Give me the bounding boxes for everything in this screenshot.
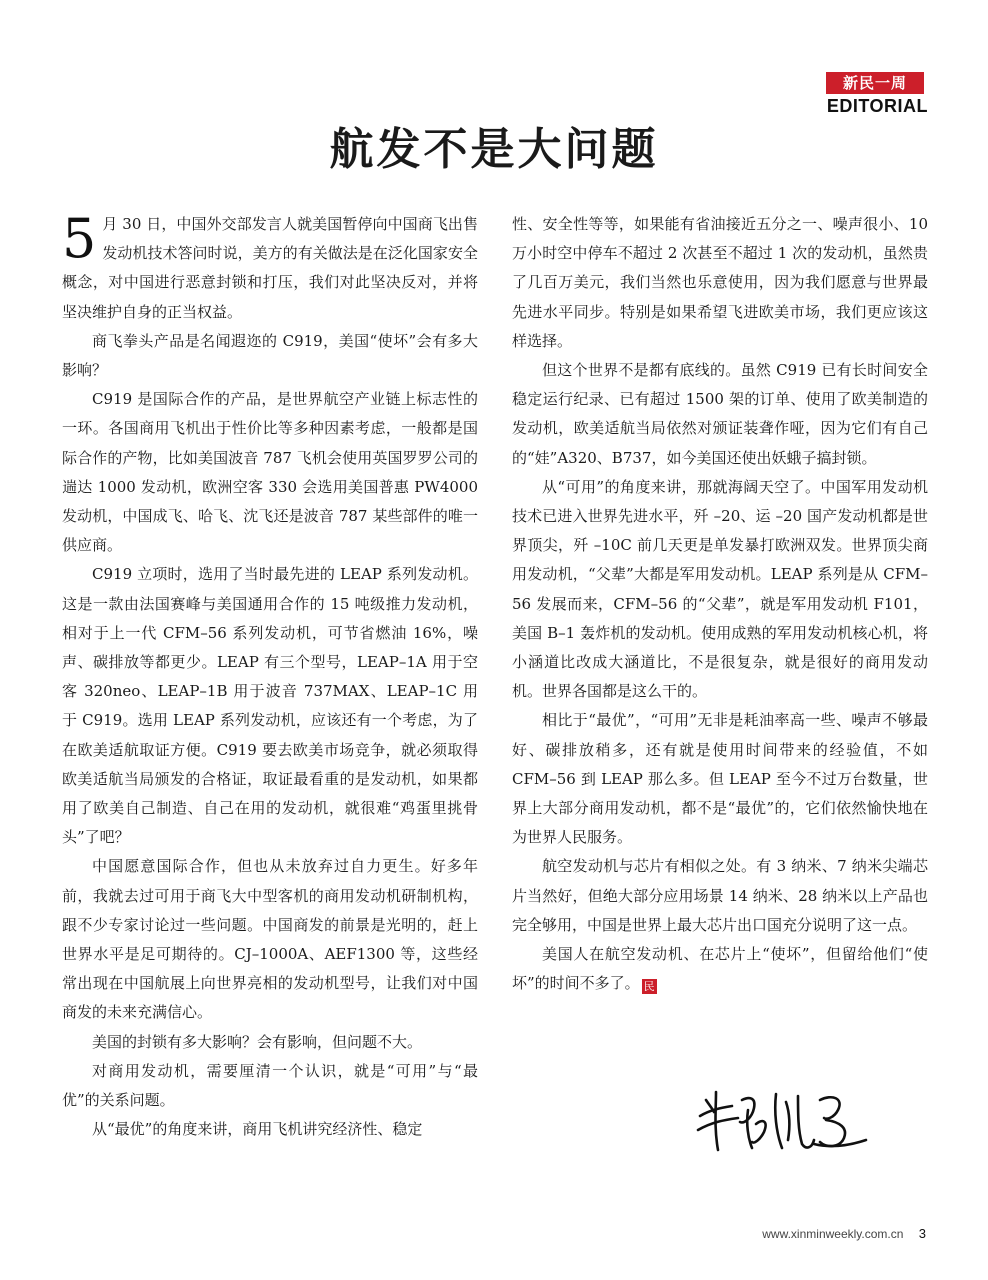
page-footer — [762, 1226, 926, 1241]
article-paragraph: 性、安全性等等，如果能有省油接近五分之一、噪声很小、10 万小时空中停车不超过 2 次甚至不超过 1 次的发动机，虽然贵了几百万美元，我们当然也乐意使用，因为我们愿意与世界最先进水平同步。特别是如果希望飞进欧美市场，我们更应该这样选择。 — [512, 215, 928, 350]
website-url: www.xinminweekly.com.cn — [762, 1227, 904, 1241]
masthead-brand: 新民一周 — [826, 72, 924, 94]
left-column — [62, 207, 478, 1145]
article-paragraph: 但这个世界不是都有底线的。虽然 C919 已有长时间安全稳定运行纪录、已有超过 1500 架的订单、使用了欧美制造的发动机，欧美适航当局依然对颁证装聋作哑，因为它们有自己的“娃”A320、B737，如今美国还使出妖蛾子搞封锁。 — [512, 361, 928, 467]
article-paragraph: 从“可用”的角度来讲，那就海阔天空了。中国军用发动机技术已进入世界先进水平，歼 –20、运 –20 国产发动机都是世界顶尖，歼 –10C 前几天更是单发暴打欧洲双发。世界顶尖商用发动机，“父辈”大都是军用发动机。LEAP 系列是从 CFM–56 发展而来，CFM–56 的“父辈”，就是军用发动机 F101，美国 B–1 轰炸机的发动机。使用成熟的军用发动机核心机，将小涵道比改成大涵道比，不是很复杂，就是很好的商用发动机。世界各国都是这么干的。 — [512, 477, 928, 701]
drop-cap: 5 — [62, 207, 97, 270]
masthead-section-label: EDITORIAL — [826, 96, 928, 116]
article-paragraph — [512, 940, 928, 998]
end-mark-icon: 民 — [643, 980, 655, 994]
article-paragraph: C919 是国际合作的产品，是世界航空产业链上标志性的一环。各国商用飞机出于性价比等多种因素考虑，一般都是国际合作的产物，比如美国波音 787 飞机会使用英国罗罗公司的遄达 1000 发动机，欧洲空客 330 会选用美国普惠 PW4000 发动机，中国成飞、哈飞、沈飞还是波音 787 某些部件的唯一供应商。 — [62, 390, 478, 555]
paragraph-text: 月 30 日，中国外交部发言人就美国暂停向中国商飞出售发动机技术答问时说，美方的有关做法是在泛化国家安全概念，对中国进行恶意封锁和打压，我们对此坚决反对，并将坚决维护自身的正当权益。 — [62, 215, 478, 321]
article-paragraph: 航空发动机与芯片有相似之处。有 3 纳米、7 纳米尖端芯片当然好，但绝大部分应用场景 14 纳米、28 纳米以上产品也完全够用，中国是世界上最大芯片出口国充分说明了这一点。 — [512, 857, 928, 934]
right-column — [512, 210, 928, 998]
article-paragraph: 从“最优”的角度来讲，商用飞机讲究经济性、稳定 — [92, 1120, 423, 1139]
article-title: 航发不是大问题 — [329, 124, 659, 175]
masthead — [818, 72, 928, 117]
article-paragraph: 商飞拳头产品是名闻遐迩的 C919，美国“使坏”会有多大影响？ — [62, 331, 478, 380]
page-number: 3 — [918, 1226, 926, 1241]
article-paragraph — [62, 207, 478, 327]
article-paragraph: 中国愿意国际合作，但也从未放弃过自力更生。好多年前，我就去过可用于商飞大中型客机的商用发动机研制机构，跟不少专家讨论过一些问题。中国商发的前景是光明的，赶上世界水平是足可期待的。CJ–1000A、AEF1300 等，这些经常出现在中国航展上向世界亮相的发动机型号，让我们对中国商发的未来充满信心。 — [62, 857, 478, 1022]
article-paragraph: 对商用发动机，需要厘清一个认识，就是“可用”与“最优”的关系问题。 — [62, 1061, 478, 1110]
article-paragraph: 美国的封锁有多大影响？会有影响，但问题不大。 — [92, 1032, 423, 1051]
paragraph-text: 美国人在航空发动机、在芯片上“使坏”，但留给他们“使坏”的时间不多了。 — [512, 945, 928, 993]
article-paragraph: 相比于“最优”，“可用”无非是耗油率高一些、噪声不够最好、碳排放稍多，还有就是使用时间带来的经验值，不如 CFM–56 到 LEAP 那么多。但 LEAP 至今不过万台数量，世界上大部分商用发动机，都不是“最优”的，它们依然愉快地在为世界人民服务。 — [512, 711, 928, 847]
article-paragraph: C919 立项时，选用了当时最先进的 LEAP 系列发动机。这是一款由法国赛峰与美国通用合作的 15 吨级推力发动机，相对于上一代 CFM–56 系列发动机，可节省燃油 16%，噪声、碳排放等都更少。LEAP 有三个型号，LEAP–1A 用于空客 320neo、LEAP–1B 用于波音 737MAX、LEAP–1C 用于 C919。选用 LEAP 系列发动机，应该还有一个考虑，为了在欧美适航取证方便。C919 要去欧美市场竞争，就必须取得欧美适航当局颁发的合格证，取证最看重的是发动机，如果都用了欧美自己制造、自己在用的发动机，就很难“鸡蛋里挑骨头”了吧？ — [62, 565, 478, 847]
author-signature — [694, 1078, 874, 1162]
